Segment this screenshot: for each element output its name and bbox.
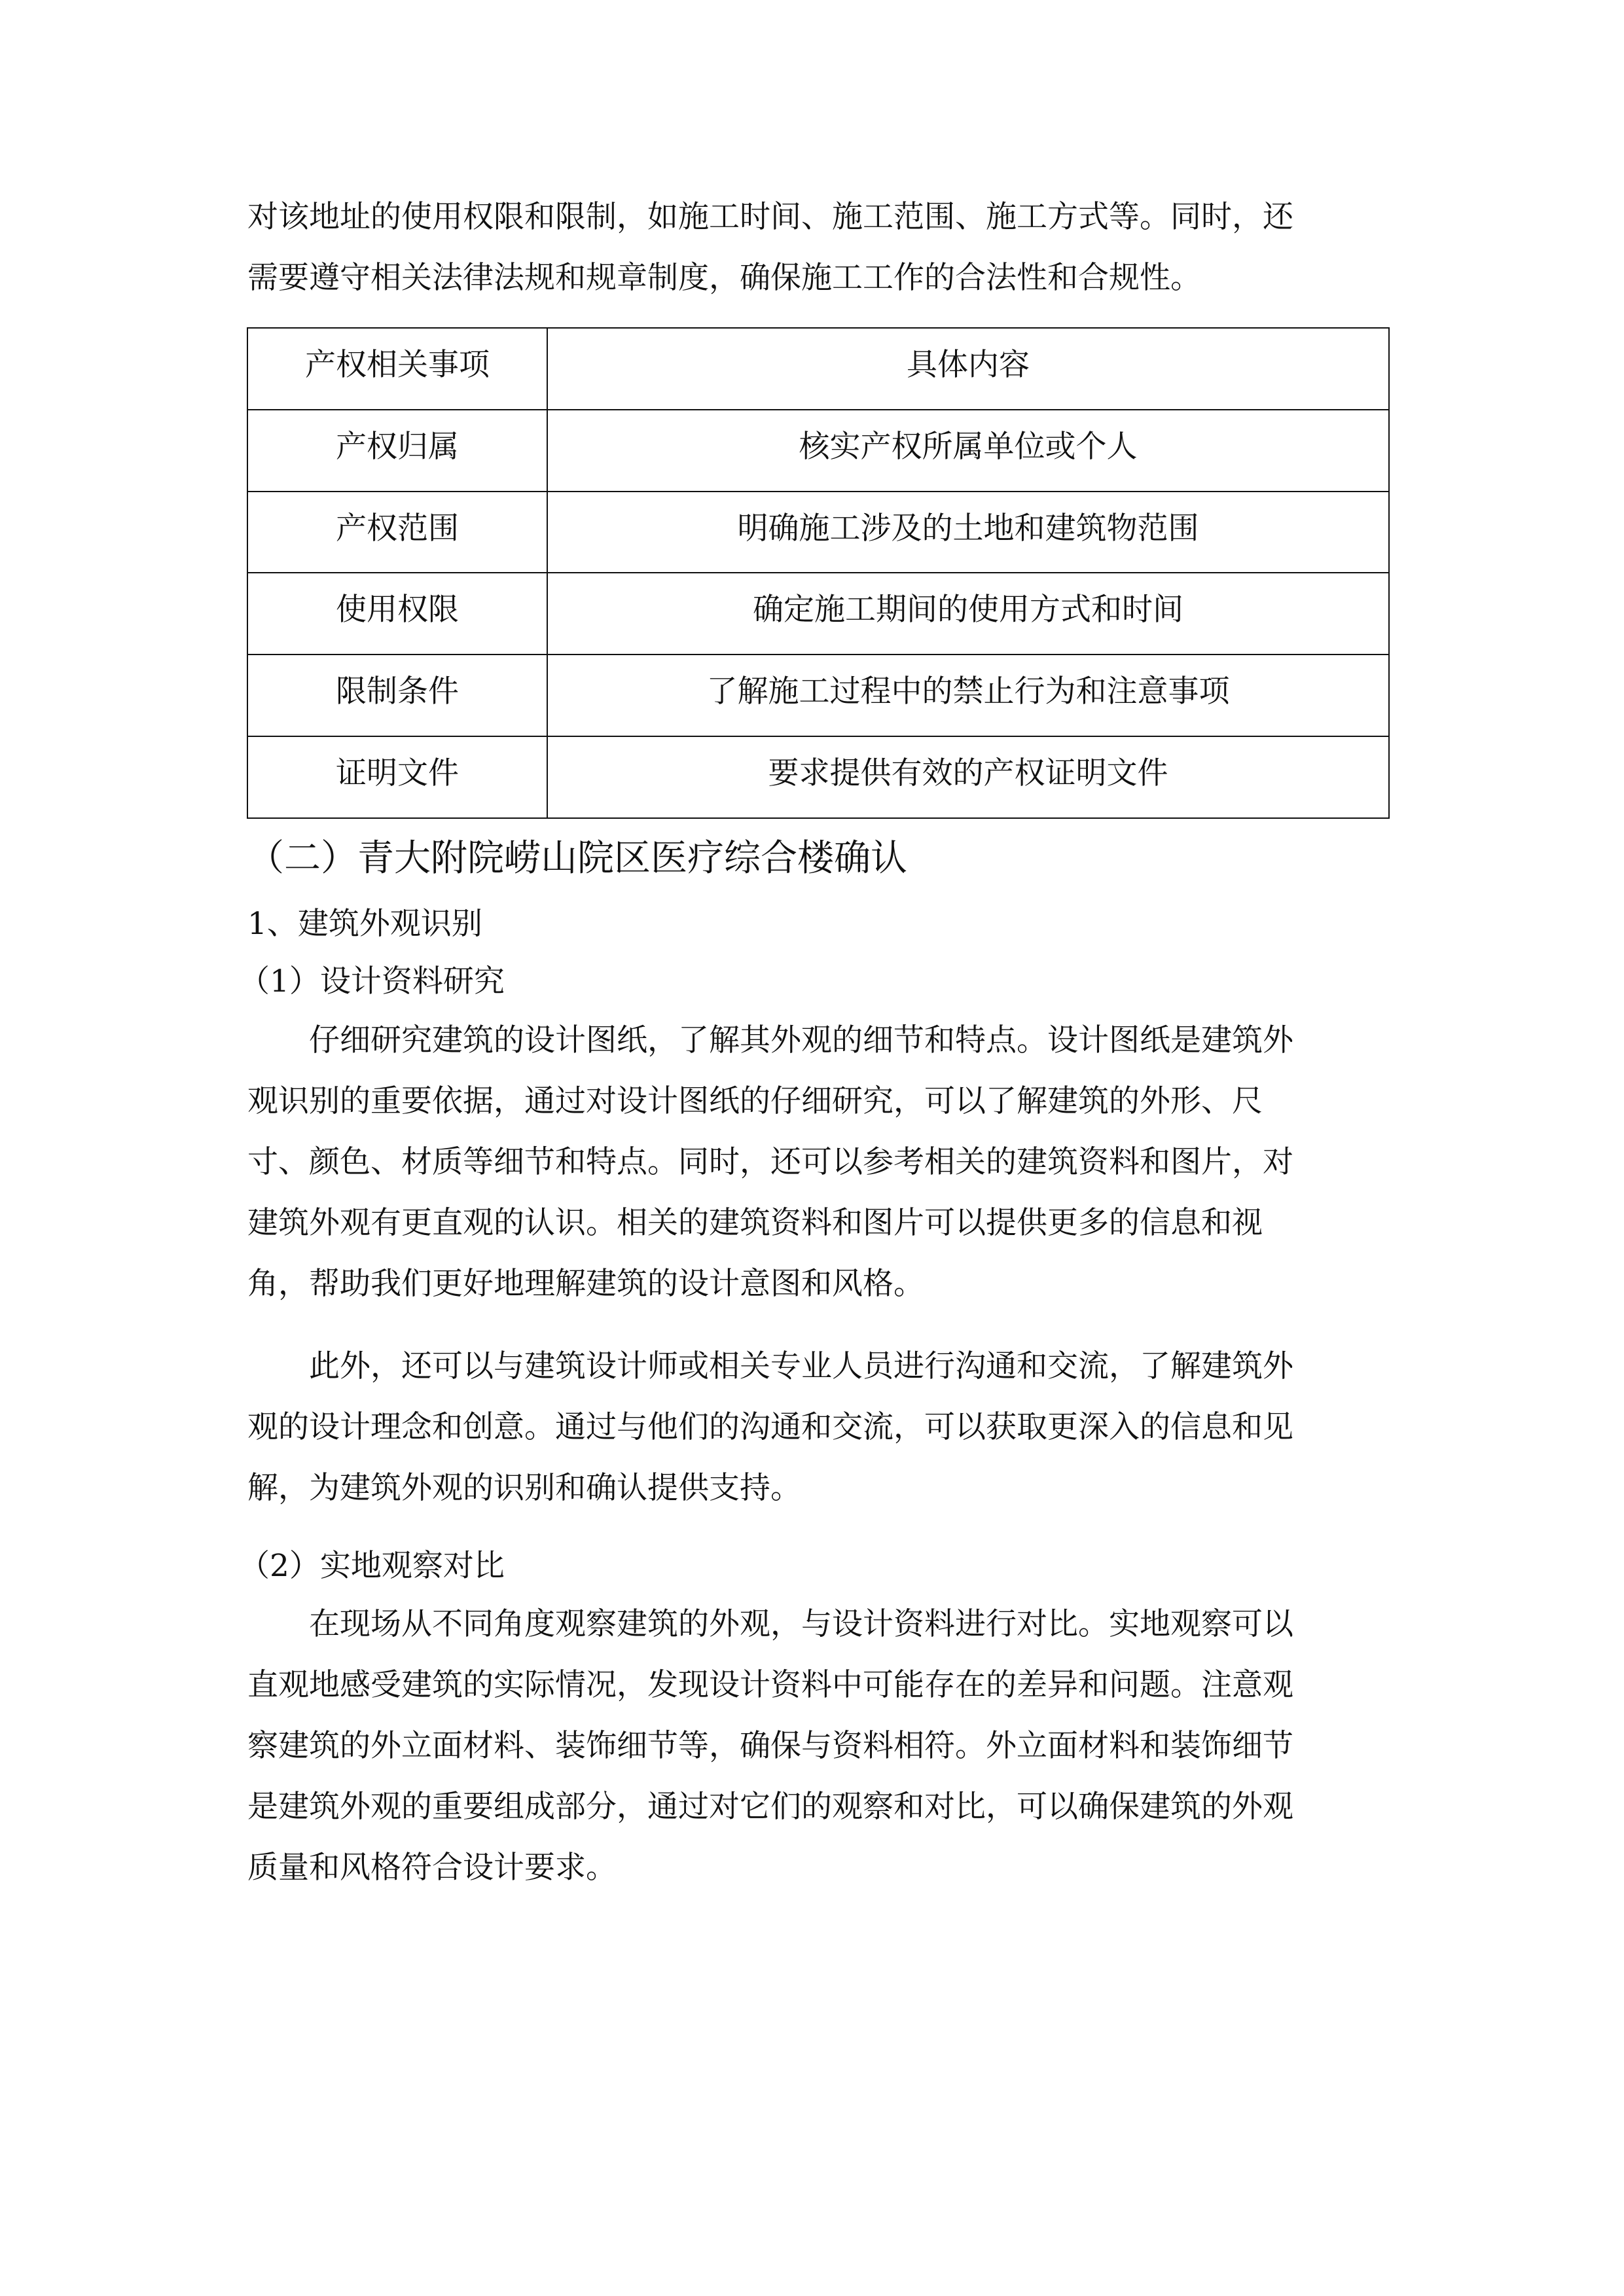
table-cell: 限制条件 [247,655,547,736]
part2-para1-line-3: 察建筑的外立面材料、装饰细节等，确保与资料相符。外立面材料和装饰细节 [247,1728,1293,1764]
part1-para2-line-3: 解，为建筑外观的识别和确认提供支持。 [247,1470,801,1506]
part2-para1-line-4: 是建筑外观的重要组成部分，通过对它们的观察和对比，可以确保建筑的外观 [247,1789,1293,1825]
table-row [247,573,1389,655]
table-row [247,492,1389,573]
table-row [247,410,1389,492]
table-header-cell: 具体内容 [547,328,1389,410]
table-row [247,736,1389,818]
subsection-title: 1、建筑外观识别 [247,906,482,942]
part1-para1-line-3: 寸、颜色、材质等细节和特点。同时，还可以参考相关的建筑资料和图片，对 [247,1144,1293,1180]
part1-para1-line-2: 观识别的重要依据，通过对设计图纸的仔细研究，可以了解建筑的外形、尺 [247,1083,1263,1119]
table-cell: 产权归属 [247,410,547,492]
part2-para1-line-2: 直观地感受建筑的实际情况，发现设计资料中可能存在的差异和问题。注意观 [247,1667,1293,1703]
table-cell: 证明文件 [247,736,547,818]
part2-title: （2）实地观察对比 [239,1548,505,1584]
table-cell: 明确施工涉及的土地和建筑物范围 [547,492,1389,573]
table-cell: 确定施工期间的使用方式和时间 [547,573,1389,655]
table-cell: 使用权限 [247,573,547,655]
property-rights-table [247,327,1390,819]
table-header-cell: 产权相关事项 [247,328,547,410]
table-cell: 核实产权所属单位或个人 [547,410,1389,492]
intro-line-2: 需要遵守相关法律法规和规章制度，确保施工工作的合法性和合规性。 [247,260,1201,296]
part1-title: （1）设计资料研究 [239,963,505,999]
part2-para1-line-5: 质量和风格符合设计要求。 [247,1850,617,1886]
table-cell: 产权范围 [247,492,547,573]
part1-para2-line-2: 观的设计理念和创意。通过与他们的沟通和交流，可以获取更深入的信息和见 [247,1409,1293,1445]
part1-para1-line-5: 角，帮助我们更好地理解建筑的设计意图和风格。 [247,1266,924,1302]
part2-para1-line-1: 在现场从不同角度观察建筑的外观，与设计资料进行对比。实地观察可以 [309,1606,1293,1642]
part1-para2-line-1: 此外，还可以与建筑设计师或相关专业人员进行沟通和交流，了解建筑外 [309,1348,1293,1384]
section-title: （二）青大附院崂山院区医疗综合楼确认 [247,837,907,880]
table-cell: 了解施工过程中的禁止行为和注意事项 [547,655,1389,736]
intro-line-1: 对该地址的使用权限和限制，如施工时间、施工范围、施工方式等。同时，还 [247,199,1293,235]
table-header-row [247,328,1389,410]
table-cell: 要求提供有效的产权证明文件 [547,736,1389,818]
part1-para1-line-1: 仔细研究建筑的设计图纸，了解其外观的细节和特点。设计图纸是建筑外 [309,1022,1293,1058]
table-row [247,655,1389,736]
part1-para1-line-4: 建筑外观有更直观的认识。相关的建筑资料和图片可以提供更多的信息和视 [247,1205,1263,1241]
